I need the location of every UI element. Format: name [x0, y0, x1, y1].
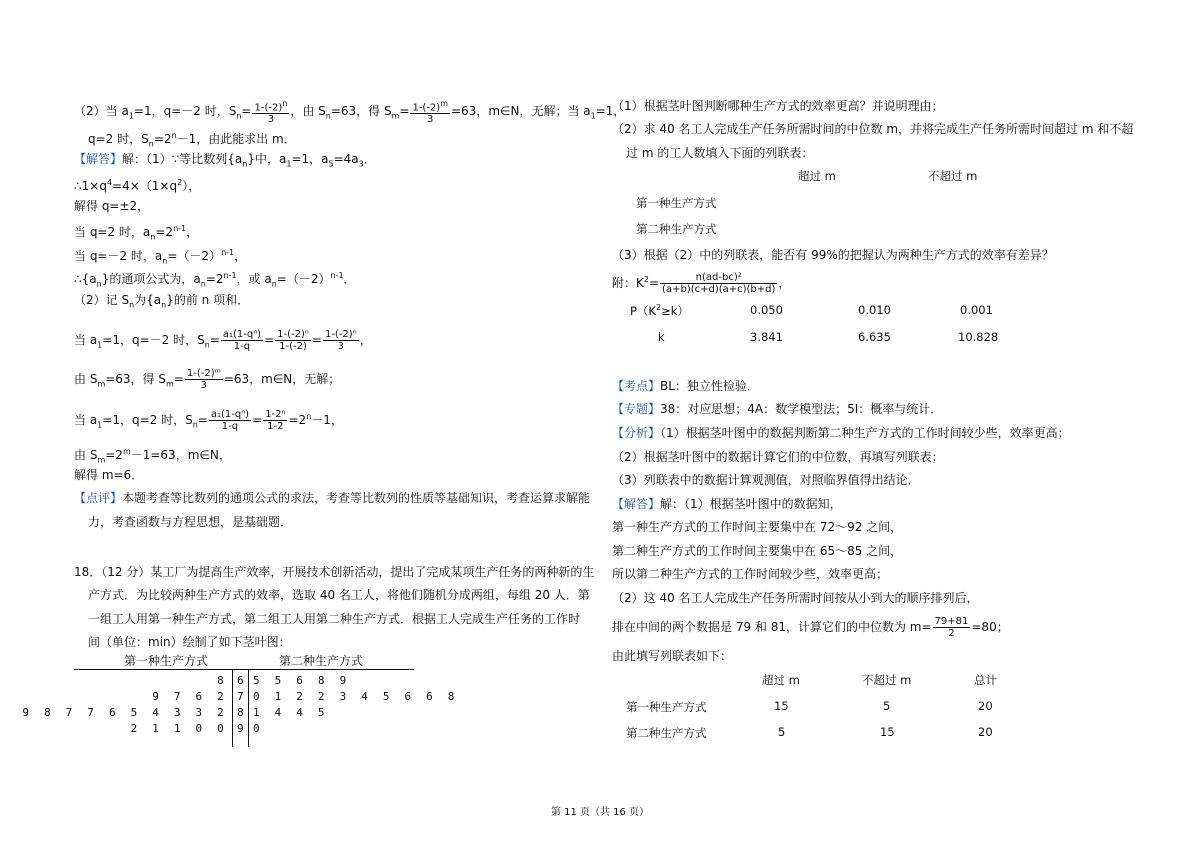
text-run: －1， — [311, 413, 343, 427]
text-run: 为{a — [134, 293, 162, 307]
text-run: = — [241, 104, 252, 119]
pk-label — [630, 303, 689, 319]
pk-value: 0.050 — [750, 303, 783, 317]
table2-header-over: 超过 m — [762, 673, 800, 687]
stem-divider-right — [248, 669, 249, 747]
text-run: 排在中间的两个数据是 79 和 81，计算它们的中位数为 m= — [612, 620, 932, 634]
fraction — [221, 329, 263, 352]
fraction — [263, 409, 287, 432]
table1-row-method1: 第一种生产方式 — [636, 196, 717, 210]
table2-cell: 20 — [978, 699, 993, 713]
table1-header-not-over: 不超过 m — [928, 169, 978, 183]
fraction-numerator: n(ad-bc)² — [660, 272, 777, 284]
text-run: =（－2） — [276, 272, 331, 286]
stem-8: 8 — [237, 706, 248, 719]
table2-header-not-over: 不超过 m — [862, 673, 912, 687]
stem-6: 6 — [237, 674, 248, 687]
solution-line: 【解答】解：（1）∵等比数列$\{a_n\}$中，$a_1=1$，$a_5=4a_3$． — [74, 152, 376, 169]
jieda-line-1 — [612, 496, 842, 512]
table2-row-method2: 第二种生产方式 — [626, 726, 707, 740]
fraction-denominator: 3 — [427, 114, 434, 126]
stem-header-left: 第一种生产方式 — [124, 654, 209, 668]
leaf-left-9: 2 1 1 0 0 — [130, 722, 228, 735]
leaf-right-7: 0 1 2 2 3 4 5 6 6 8 — [253, 690, 459, 703]
fraction — [275, 329, 311, 352]
left-line-1: （2）当 $a_1=1$，q=－2 时，$S_n=$ $\frac{1-(-2)^n}{3}$ ，由 $S_n=63$，得 $S_m=$ $\frac{1-(-2)^m}{3}$ =63，m∈N，无解；当 $a_1=1$， — [74, 99, 626, 126]
question-18-line-1: 18．（12 分）某工厂为提高生产效率，开展技术创新活动，提出了完成某项生产任务的两种新的生 — [74, 565, 595, 579]
fraction-denominator: 3 — [267, 114, 275, 126]
right-line-4: （3）根据（2）中的列联表，能否有 99%的把握认为两种生产方式的效率有差异？ — [612, 248, 1054, 262]
text-run: =63，m∈N，无解；当 a — [451, 104, 591, 119]
comment-tag: 【点评】 — [74, 491, 123, 505]
table1-header-over: 超过 m — [798, 169, 836, 183]
zhuanti-line — [612, 401, 942, 417]
fraction-numerator: 1-(-2)ⁿ — [277, 329, 309, 340]
text-run: （2）当 a — [74, 104, 129, 119]
solution-tag: 【解答】 — [74, 152, 123, 166]
text-run: BL：独立性检验． — [660, 379, 759, 393]
fenxi-line-2: （2）根据茎叶图中的数据计算它们的中位数，再填写列联表； — [612, 450, 944, 464]
table2-row-method1: 第一种生产方式 — [626, 700, 707, 714]
question-18-line-4: 间（单位：min）绘制了如下茎叶图： — [88, 635, 291, 649]
text-run: ， — [234, 249, 247, 263]
leaf-left-8: 9 8 7 7 6 5 4 3 3 2 — [22, 706, 228, 719]
text-run: 附：K — [612, 276, 644, 290]
text-run: 由 S — [74, 448, 98, 462]
fraction-numerator: 1-(-2) — [254, 102, 283, 114]
pk-value: 0.010 — [858, 303, 891, 317]
table2-header-total: 总计 — [974, 673, 997, 687]
fraction-numerator: 1-(-2) — [412, 102, 441, 114]
k-squared-formula — [612, 272, 790, 295]
jieda-line-6 — [612, 616, 1009, 639]
left-line-9: （2）记 $S_n$为$\{a_n\}$的前 n 项和． — [74, 293, 250, 310]
text-run: ）， — [182, 179, 201, 193]
text-run: ，由 S — [290, 104, 326, 119]
exponent: 2 — [655, 303, 662, 313]
text-run: = — [197, 413, 208, 427]
left-line-11: 由 $S_m=63$，得 $S_m=$ $\frac{\text{1-(-2)ᵐ}}{3}$ =63，m∈N，无解； — [74, 368, 341, 391]
text-run: 由 S — [74, 372, 98, 386]
fraction — [185, 368, 223, 391]
fraction — [323, 329, 359, 352]
text-run: ∴{a — [74, 272, 97, 286]
left-line-5: 解得 q=±2， — [74, 199, 150, 213]
left-line-10: 当 $a_1=1$，q=－2 时，$S_n=$ $\frac{\text{a₁(1-qⁿ)}}{1-q}$ = $\frac{\text{1-(-2)ⁿ}}{1-(-2)}$ = $\frac{\text{1-(-2)ⁿ}}{3}$ ， — [74, 329, 372, 352]
text-run: －1，由此能求出 m． — [176, 132, 296, 146]
fraction-numerator: 79+81 — [934, 616, 969, 627]
text-run: ， — [359, 333, 372, 347]
fraction-numerator: a₁(1-qⁿ) — [222, 329, 262, 340]
leaf-right-6: 5 5 6 8 9 — [253, 674, 351, 687]
text-run: =80； — [971, 620, 1009, 634]
text-run: =4×（1×q — [112, 179, 178, 193]
comment-line-2: 力，考查函数与方程思想，是基础题． — [88, 515, 293, 529]
fraction-denominator: 1-q — [221, 421, 239, 432]
stem-header-rule — [74, 669, 414, 670]
text-run: = — [173, 372, 184, 386]
text-run: 解：（1）∵等比数列{a — [122, 152, 243, 166]
exponent: m — [440, 99, 448, 108]
text-run: =2 — [205, 272, 224, 286]
text-run: = — [399, 104, 410, 119]
text-run: =2 — [288, 413, 307, 427]
text-run: 当 a — [74, 333, 98, 347]
fraction-numerator: 1-2ⁿ — [265, 409, 286, 420]
fraction — [933, 616, 971, 639]
table2-cell: 15 — [774, 699, 789, 713]
fraction-denominator: 1-2 — [267, 421, 284, 432]
text-run: =（－2） — [167, 249, 222, 263]
text-run: = — [648, 276, 660, 290]
fraction-denominator: 3 — [337, 341, 344, 352]
k-value: 3.841 — [750, 330, 783, 344]
table1-row-method2: 第二种生产方式 — [636, 222, 717, 236]
table2-cell: 5 — [778, 725, 786, 739]
right-line-2: （2）求 40 名工人完成生产任务所需时间的中位数 m，并将完成生产任务所需时间超过 m 和不超 — [612, 122, 1134, 136]
fenxi-line-3: （3）列联表中的数据计算观测值，对照临界值得出结论． — [612, 473, 920, 487]
text-run: =2 — [153, 132, 172, 146]
jieda-tag: 【解答】 — [612, 497, 661, 511]
text-run: =63，得 S — [330, 104, 392, 119]
question-18-line-3: 一组工人用第一种生产方式，第二组工人用第二种生产方式．根据工人完成生产任务的工作时 — [88, 612, 581, 626]
k-label: k — [658, 330, 665, 344]
text-run: ， — [778, 276, 791, 290]
fraction — [252, 98, 289, 125]
fraction-numerator: 1-(-2)ᵐ — [186, 368, 221, 379]
table2-cell: 5 — [883, 699, 891, 713]
pk-value: 0.001 — [960, 303, 993, 317]
text-run: 当 q=－2 时，a — [74, 249, 163, 263]
text-run: =4a — [333, 152, 359, 166]
kaodian-tag: 【考点】 — [612, 379, 661, 393]
text-run: =2 — [105, 448, 123, 462]
k-value: 6.635 — [858, 330, 891, 344]
right-line-3: 过 m 的工人数填入下面的列联表： — [626, 146, 814, 160]
stem-9: 9 — [237, 722, 248, 735]
exponent: n — [282, 99, 288, 108]
text-run: ． — [363, 152, 376, 166]
leaf-right-9: 0 — [253, 722, 264, 735]
question-18-line-2: 产方式．为比较两种生产方式的效率，选取 40 名工人，将他们随机分成两组，每组 20 人．第 — [88, 588, 590, 602]
text-run: }中，a — [247, 152, 287, 166]
text-run: （1）根据茎叶图中的数据判断第二种生产方式的工作时间较少些，效率更高； — [660, 426, 1070, 440]
fraction — [410, 98, 450, 125]
text-run: 解：（1）根据茎叶图中的数据知， — [660, 497, 842, 511]
text-run: =1，q=－2 时，S — [102, 333, 205, 347]
kaodian-line — [612, 378, 759, 394]
left-line-8: $\therefore\{a_n\}$的通项公式为，$a_n=2^{n-1}$，或 $a_n=(-2)^{n-1}$． — [74, 271, 356, 289]
zhuanti-tag: 【专题】 — [612, 402, 661, 416]
left-line-6: 当 q=2 时，$a_n=2^{n-1}$， — [74, 224, 199, 242]
comment-line-1 — [74, 490, 590, 506]
fraction-denominator: (a+b)(c+d)(a+c)(b+d) — [662, 284, 776, 295]
left-line-12: 当 $a_1=1$，q=2 时，$S_n=$ $\frac{\text{a₁(1-qⁿ)}}{1-q}$ = $\frac{\text{1-2ⁿ}}{1-2}$ $=2^n-1$， — [74, 409, 343, 432]
text-run: }的前 n 项和． — [166, 293, 250, 307]
text-run: =1， — [595, 104, 626, 119]
jieda-line-3: 第二种生产方式的工作时间主要集中在 65～85 之间， — [612, 544, 903, 558]
leaf-left-7: 9 7 6 2 — [152, 690, 228, 703]
fenxi-line-1 — [612, 425, 1070, 441]
left-line-4: $\therefore 1\times q^4=4\times(1\times q^2)$， — [74, 178, 201, 193]
fenxi-tag: 【分析】 — [612, 426, 661, 440]
text-run: q=2 时，S — [88, 132, 149, 146]
left-line-13: 由 $S_m=2^m-1=63$，m∈N， — [74, 447, 231, 465]
text-run: （2）记 S — [74, 293, 130, 307]
text-run: =1，q=2 时，S — [102, 413, 193, 427]
text-run: ≥k） — [661, 304, 689, 318]
stem-7: 7 — [237, 690, 248, 703]
right-line-1: （1）根据茎叶图判断哪种生产方式的效率更高？并说明理由； — [612, 99, 944, 113]
fraction — [209, 409, 251, 432]
fraction-denominator: 2 — [948, 628, 955, 639]
k-value: 10.828 — [958, 330, 999, 344]
text-run: =1，q=－2 时，S — [133, 104, 237, 119]
text-run: = — [209, 333, 220, 347]
text-run: 当 q=2 时，a — [74, 225, 151, 239]
text-run: =63，得 S — [105, 372, 166, 386]
table2-cell: 20 — [978, 725, 993, 739]
jieda-line-4: 所以第二种生产方式的工作时间较少些，效率更高； — [612, 567, 889, 581]
page-footer: 第 11 页（共 16 页） — [550, 807, 650, 818]
text-run: =1，a — [291, 152, 329, 166]
text-run: ． — [343, 272, 356, 286]
text-run: }的通项公式为，a — [101, 272, 201, 286]
jieda-line-2: 第一种生产方式的工作时间主要集中在 72～92 之间， — [612, 520, 903, 534]
leaf-right-8: 1 4 4 5 — [253, 706, 329, 719]
text-run: ，或 a — [236, 272, 272, 286]
fraction — [660, 272, 777, 295]
exponent: 2 — [643, 275, 649, 284]
fraction-numerator: a₁(1-qⁿ) — [210, 409, 250, 420]
left-line-7: 当 q=－2 时，$a_n=(-2)^{n-1}$， — [74, 248, 247, 266]
text-run: 38：对应思想；4A：数学模型法；5I：概率与统计． — [660, 402, 943, 416]
stem-divider-left — [232, 669, 233, 747]
table2-cell: 15 — [880, 725, 895, 739]
text-run: =2 — [155, 225, 174, 239]
stem-header-right: 第二种生产方式 — [279, 654, 364, 668]
jieda-line-7: 由此填写列联表如下： — [612, 649, 733, 663]
stem-and-leaf-plot — [22, 652, 459, 748]
text-run: －1=63，m∈N， — [130, 448, 231, 462]
left-line-14: 解得 m=6． — [74, 468, 144, 482]
fraction-denominator: 1-q — [233, 341, 251, 352]
text-run: P（K — [630, 304, 656, 318]
leaf-left-6: 8 — [217, 674, 228, 687]
fraction-denominator: 1-(-2) — [279, 341, 307, 352]
jieda-line-5: （2）这 40 名工人完成生产任务所需时间按从小到大的顺序排列后， — [612, 591, 979, 605]
fraction-numerator: 1-(-2)ⁿ — [324, 329, 357, 340]
text-run: ∴1×q — [74, 179, 107, 193]
text-run: 本题考查等比数列的通项公式的求法，考查等比数列的性质等基础知识，考查运算求解能 — [122, 491, 591, 505]
text-run: =63，m∈N，无解； — [223, 372, 341, 386]
text-run: 当 a — [74, 413, 98, 427]
text-run: ， — [186, 225, 199, 239]
left-line-2: q=2 时，$S_n=2^n-1$，由此能求出 m． — [88, 131, 296, 149]
fraction-denominator: 3 — [200, 380, 208, 391]
